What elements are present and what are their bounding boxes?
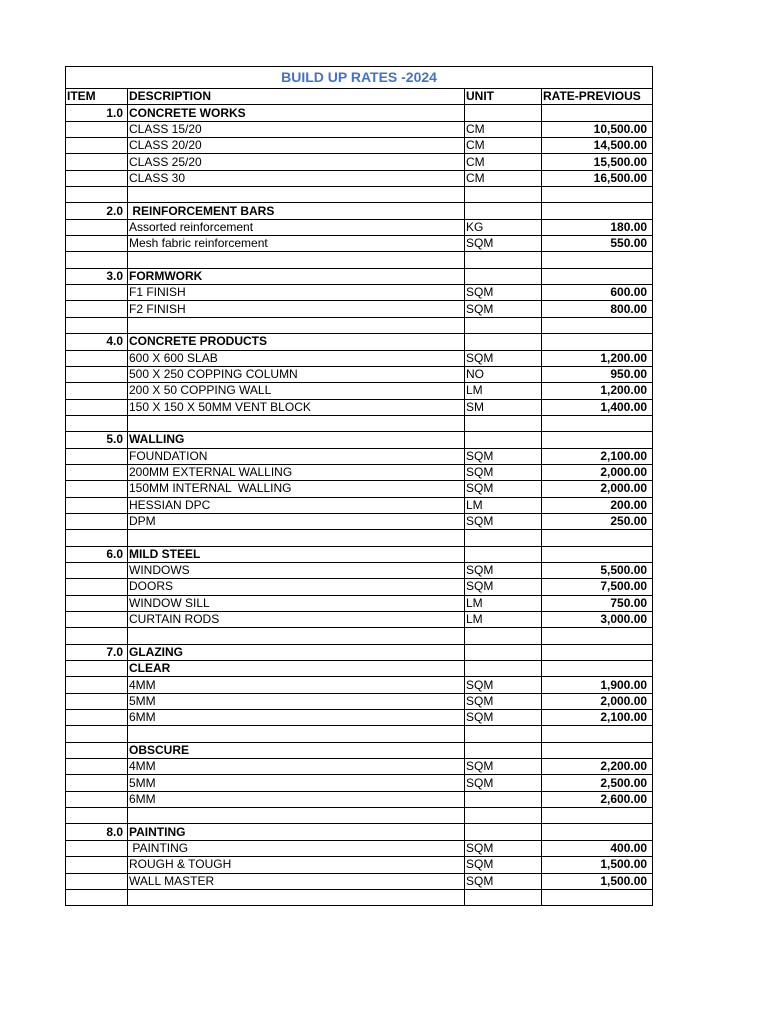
item-cell [66,595,128,611]
title-row [66,67,653,89]
item-cell [66,448,128,464]
item-cell [66,301,128,317]
item-cell [66,236,128,252]
unit-cell: SQM [465,840,542,856]
header-rate: RATE-PREVIOUS [542,89,653,105]
description-cell: REINFORCEMENT BARS [128,203,465,219]
rate-cell: 950.00 [542,366,653,382]
item-cell [66,170,128,186]
unit-cell [465,726,542,742]
description-cell: WINDOW SILL [128,595,465,611]
description-cell: FOUNDATION [128,448,465,464]
description-cell: CONCRETE PRODUCTS [128,334,465,350]
unit-cell [465,187,542,203]
item-cell: 8.0 [66,824,128,840]
table-row [66,138,653,154]
description-cell: 200MM EXTERNAL WALLING [128,464,465,480]
rate-cell: 200.00 [542,497,653,513]
rate-cell: 180.00 [542,219,653,235]
description-cell: 5MM [128,775,465,791]
rate-cell [542,203,653,219]
description-cell: PAINTING [128,840,465,856]
item-cell: 3.0 [66,268,128,284]
description-cell: ROUGH & TOUGH [128,857,465,873]
description-cell: 5MM [128,693,465,709]
rate-cell [542,105,653,121]
item-cell [66,317,128,333]
description-cell: WALL MASTER [128,873,465,889]
description-cell: Mesh fabric reinforcement [128,236,465,252]
table-row [66,873,653,889]
rate-cell: 550.00 [542,236,653,252]
description-cell: PAINTING [128,824,465,840]
table-row [66,530,653,546]
rate-cell: 1,400.00 [542,399,653,415]
description-cell: OBSCURE [128,742,465,758]
item-cell [66,759,128,775]
rate-cell [542,661,653,677]
item-cell [66,710,128,726]
description-cell: 150 X 150 X 50MM VENT BLOCK [128,399,465,415]
table-row [66,252,653,268]
table-row [66,595,653,611]
description-cell: DOORS [128,579,465,595]
table-row [66,791,653,807]
rate-cell [542,415,653,431]
unit-cell: SQM [465,579,542,595]
unit-cell [465,742,542,758]
description-cell: 150MM INTERNAL WALLING [128,481,465,497]
table-row [66,726,653,742]
unit-cell [465,546,542,562]
table-row [66,366,653,382]
table-row [66,840,653,856]
unit-cell: CM [465,138,542,154]
description-cell: 6MM [128,710,465,726]
table-row [66,350,653,366]
unit-cell: SQM [465,513,542,529]
item-cell [66,857,128,873]
unit-cell: SQM [465,693,542,709]
table-row [66,285,653,301]
item-cell [66,481,128,497]
rate-cell: 7,500.00 [542,579,653,595]
rate-cell: 16,500.00 [542,170,653,186]
rate-cell: 800.00 [542,301,653,317]
rate-cell: 10,500.00 [542,121,653,137]
header-row [66,89,653,105]
item-cell [66,726,128,742]
rate-cell: 2,600.00 [542,791,653,807]
description-cell: DPM [128,513,465,529]
rate-cell: 750.00 [542,595,653,611]
description-cell: FORMWORK [128,268,465,284]
unit-cell: SQM [465,236,542,252]
unit-cell [465,824,542,840]
rates-table [65,66,653,906]
table-row [66,889,653,905]
unit-cell: SQM [465,677,542,693]
table-row [66,562,653,578]
table-row [66,105,653,121]
item-cell: 2.0 [66,203,128,219]
unit-cell: LM [465,612,542,628]
rate-cell [542,546,653,562]
description-cell: 600 X 600 SLAB [128,350,465,366]
description-cell: 4MM [128,759,465,775]
unit-cell: SQM [465,562,542,578]
item-cell [66,121,128,137]
table-row [66,677,653,693]
rate-cell: 1,900.00 [542,677,653,693]
unit-cell [465,791,542,807]
description-cell: 200 X 50 COPPING WALL [128,383,465,399]
description-cell: CLEAR [128,661,465,677]
item-cell [66,775,128,791]
item-cell [66,138,128,154]
description-cell: HESSIAN DPC [128,497,465,513]
unit-cell [465,317,542,333]
unit-cell: NO [465,366,542,382]
item-cell [66,791,128,807]
description-cell: 500 X 250 COPPING COLUMN [128,366,465,382]
description-cell: CLASS 25/20 [128,154,465,170]
rate-cell: 15,500.00 [542,154,653,170]
rate-cell [542,628,653,644]
table-row [66,301,653,317]
table-row [66,334,653,350]
item-cell: 4.0 [66,334,128,350]
description-cell: 6MM [128,791,465,807]
unit-cell [465,252,542,268]
table-row [66,857,653,873]
unit-cell: SQM [465,301,542,317]
item-cell [66,661,128,677]
rate-cell [542,808,653,824]
table-row [66,383,653,399]
unit-cell: SQM [465,350,542,366]
rate-cell: 2,500.00 [542,775,653,791]
item-cell [66,530,128,546]
description-cell [128,252,465,268]
item-cell [66,840,128,856]
item-cell [66,366,128,382]
description-cell [128,317,465,333]
unit-cell: LM [465,383,542,399]
description-cell [128,415,465,431]
table-row [66,432,653,448]
item-cell [66,693,128,709]
description-cell [128,187,465,203]
unit-cell: SQM [465,710,542,726]
unit-cell [465,203,542,219]
item-cell [66,612,128,628]
unit-cell: LM [465,595,542,611]
rate-cell: 250.00 [542,513,653,529]
table-row [66,219,653,235]
unit-cell: CM [465,170,542,186]
table-row [66,628,653,644]
rate-cell [542,317,653,333]
item-cell [66,187,128,203]
unit-cell [465,105,542,121]
description-cell: 4MM [128,677,465,693]
unit-cell [465,432,542,448]
unit-cell: SQM [465,464,542,480]
item-cell [66,415,128,431]
description-cell: Assorted reinforcement [128,219,465,235]
table-row [66,579,653,595]
item-cell: 7.0 [66,644,128,660]
header-unit: UNIT [465,89,542,105]
rate-cell: 400.00 [542,840,653,856]
rate-cell: 3,000.00 [542,612,653,628]
rate-cell: 14,500.00 [542,138,653,154]
rate-cell [542,530,653,546]
item-cell [66,628,128,644]
item-cell [66,219,128,235]
table-row [66,481,653,497]
unit-cell: CM [465,121,542,137]
rate-cell [542,268,653,284]
description-cell [128,808,465,824]
rate-cell: 1,200.00 [542,383,653,399]
rate-cell [542,432,653,448]
unit-cell [465,415,542,431]
description-cell [128,726,465,742]
item-cell [66,579,128,595]
header-description: DESCRIPTION [128,89,465,105]
rate-cell [542,252,653,268]
rate-cell: 2,100.00 [542,448,653,464]
unit-cell: SQM [465,448,542,464]
table-row [66,187,653,203]
table-row [66,154,653,170]
rate-cell [542,644,653,660]
rate-cell: 2,100.00 [542,710,653,726]
unit-cell [465,889,542,905]
table-row [66,612,653,628]
item-cell: 5.0 [66,432,128,448]
unit-cell [465,644,542,660]
table-row [66,742,653,758]
rates-table-body [66,67,653,906]
table-row [66,644,653,660]
table-row [66,775,653,791]
description-cell: CLASS 30 [128,170,465,186]
description-cell: MILD STEEL [128,546,465,562]
item-cell [66,154,128,170]
item-cell [66,497,128,513]
unit-cell [465,628,542,644]
description-cell: F1 FINISH [128,285,465,301]
unit-cell: SQM [465,775,542,791]
table-row [66,236,653,252]
item-cell [66,677,128,693]
description-cell [128,530,465,546]
item-cell [66,808,128,824]
description-cell: CONCRETE WORKS [128,105,465,121]
table-row [66,415,653,431]
table-row [66,399,653,415]
description-cell [128,628,465,644]
item-cell [66,873,128,889]
unit-cell: LM [465,497,542,513]
table-row [66,759,653,775]
unit-cell: SQM [465,759,542,775]
item-cell [66,889,128,905]
item-cell [66,562,128,578]
unit-cell: SQM [465,857,542,873]
rate-cell [542,334,653,350]
rate-cell: 1,500.00 [542,873,653,889]
rate-cell [542,889,653,905]
unit-cell: CM [465,154,542,170]
item-cell [66,350,128,366]
rate-cell: 2,200.00 [542,759,653,775]
table-row [66,317,653,333]
description-cell: F2 FINISH [128,301,465,317]
table-row [66,808,653,824]
unit-cell [465,530,542,546]
rate-cell: 2,000.00 [542,693,653,709]
item-cell [66,399,128,415]
header-item: ITEM [66,89,128,105]
table-row [66,121,653,137]
table-row [66,693,653,709]
table-row [66,268,653,284]
item-cell [66,383,128,399]
table-row [66,464,653,480]
table-row [66,448,653,464]
unit-cell: SQM [465,481,542,497]
unit-cell: KG [465,219,542,235]
description-cell [128,889,465,905]
table-row [66,203,653,219]
rate-cell [542,742,653,758]
description-cell: WINDOWS [128,562,465,578]
unit-cell [465,268,542,284]
description-cell: WALLING [128,432,465,448]
rate-cell: 1,500.00 [542,857,653,873]
unit-cell: SQM [465,873,542,889]
rate-cell: 600.00 [542,285,653,301]
item-cell: 6.0 [66,546,128,562]
table-row [66,513,653,529]
item-cell: 1.0 [66,105,128,121]
table-row [66,170,653,186]
item-cell [66,464,128,480]
description-cell: CLASS 15/20 [128,121,465,137]
table-row [66,710,653,726]
item-cell [66,252,128,268]
description-cell: CURTAIN RODS [128,612,465,628]
description-cell: CLASS 20/20 [128,138,465,154]
item-cell [66,285,128,301]
rate-cell: 2,000.00 [542,481,653,497]
unit-cell: SQM [465,285,542,301]
rate-cell: 5,500.00 [542,562,653,578]
unit-cell: SM [465,399,542,415]
rate-cell: 1,200.00 [542,350,653,366]
unit-cell [465,808,542,824]
unit-cell [465,334,542,350]
rate-cell: 2,000.00 [542,464,653,480]
description-cell: GLAZING [128,644,465,660]
table-row [66,546,653,562]
page-title: BUILD UP RATES -2024 [66,67,653,89]
item-cell [66,742,128,758]
rate-cell [542,187,653,203]
item-cell [66,513,128,529]
rate-cell [542,824,653,840]
unit-cell [465,661,542,677]
table-row [66,497,653,513]
rate-cell [542,726,653,742]
table-row [66,661,653,677]
table-row [66,824,653,840]
